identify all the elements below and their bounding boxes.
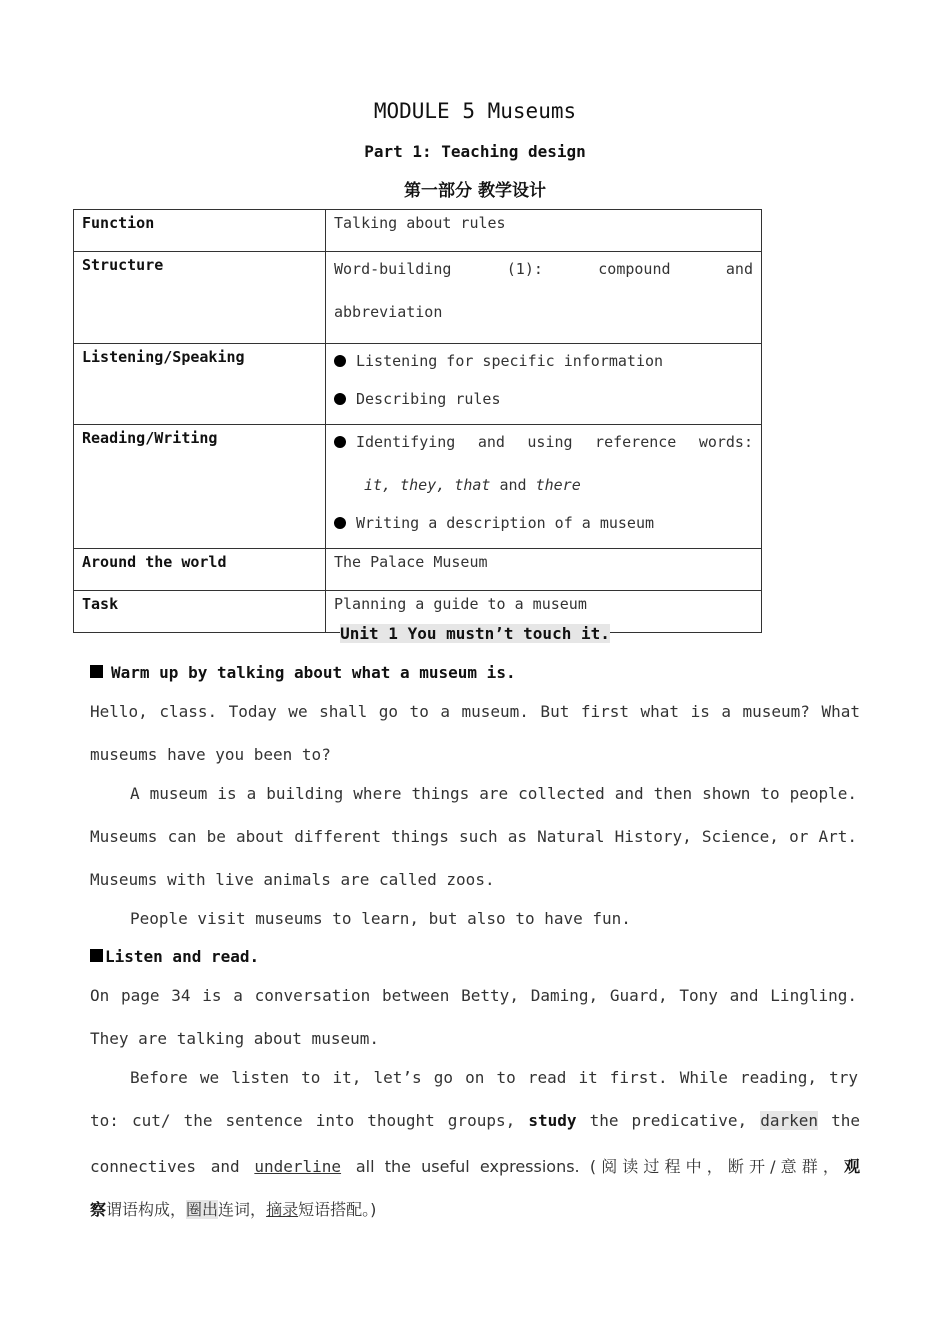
structure-word: compound xyxy=(598,260,671,278)
paragraph-line: People visit museums to learn, but also to have fun. xyxy=(130,909,631,928)
table-row xyxy=(74,252,762,344)
structure-word: (1): xyxy=(506,260,543,278)
unit-title: Unit 1 You mustn’t touch it. xyxy=(340,624,610,643)
bullet-icon xyxy=(334,393,346,405)
paragraph-line: A museum is a building where things are collected and then shown to people. xyxy=(130,784,857,803)
teaching-design-table xyxy=(73,209,762,633)
paragraph-line: Museums can be about different things such as Natural History, Science, or Art. xyxy=(90,827,857,846)
row-value xyxy=(326,344,762,425)
structure-word: Word-building xyxy=(334,260,452,278)
paragraph-line: They are talking about museum. xyxy=(90,1029,379,1048)
square-bullet-icon xyxy=(90,949,103,962)
row-label: Structure xyxy=(74,252,326,344)
structure-line xyxy=(334,256,753,299)
bullet-icon xyxy=(334,355,346,367)
paragraph-line: Before we listen to it, let’s go on to read it first. While reading, try xyxy=(130,1068,858,1087)
reference-words: it, they, that and there xyxy=(364,476,581,494)
row-value: The Palace Museum xyxy=(326,549,762,591)
warmup-heading: Warm up by talking about what a museum is. xyxy=(90,663,860,682)
listen-heading: Listen and read. xyxy=(90,947,860,966)
list-item: Describing rules xyxy=(334,386,753,416)
table-row xyxy=(74,210,762,252)
row-label: Around the world xyxy=(74,549,326,591)
table-row xyxy=(74,425,762,549)
paragraph-line: to: cut/ the sentence into thought groups, study the predicative, darken the xyxy=(90,1111,860,1130)
list-item: Writing a description of a museum xyxy=(334,510,753,540)
table-row xyxy=(74,549,762,591)
list-item: Listening for specific information xyxy=(334,348,753,386)
row-value xyxy=(326,425,762,549)
row-label: Function xyxy=(74,210,326,252)
table-row xyxy=(74,344,762,425)
row-value: Planning a guide to a museum xyxy=(326,591,762,633)
paragraph-line: museums have you been to? xyxy=(90,745,331,764)
paragraph-line: Museums with live animals are called zoos. xyxy=(90,870,495,889)
part-subtitle: Part 1: Teaching design xyxy=(364,142,586,161)
row-value: Talking about rules xyxy=(326,210,762,252)
row-label: Listening/Speaking xyxy=(74,344,326,425)
row-label: Reading/Writing xyxy=(74,425,326,549)
paragraph-line: On page 34 is a conversation between Betty, Daming, Guard, Tony and Lingling. xyxy=(90,986,857,1005)
list-item: Identifying and using reference words: xyxy=(334,429,753,472)
paragraph-line: 察谓语构成，圈出连词，摘录短语搭配。) xyxy=(90,1200,377,1219)
module-title: MODULE 5 Museums xyxy=(373,99,577,123)
bullet-icon xyxy=(334,436,346,448)
row-value xyxy=(326,252,762,344)
paragraph-line: connectives and underline all the useful expressions. (阅读过程中，断开/意群，观 xyxy=(90,1157,860,1176)
row-label: Task xyxy=(74,591,326,633)
square-bullet-icon xyxy=(90,665,103,678)
bullet-icon xyxy=(334,517,346,529)
part-subtitle-chinese: 第一部分 教学设计 xyxy=(404,181,546,201)
structure-word: and xyxy=(725,260,753,278)
structure-line-2: abbreviation xyxy=(334,303,443,321)
paragraph-line: Hello, class. Today we shall go to a museum. But first what is a museum? What xyxy=(90,702,860,721)
